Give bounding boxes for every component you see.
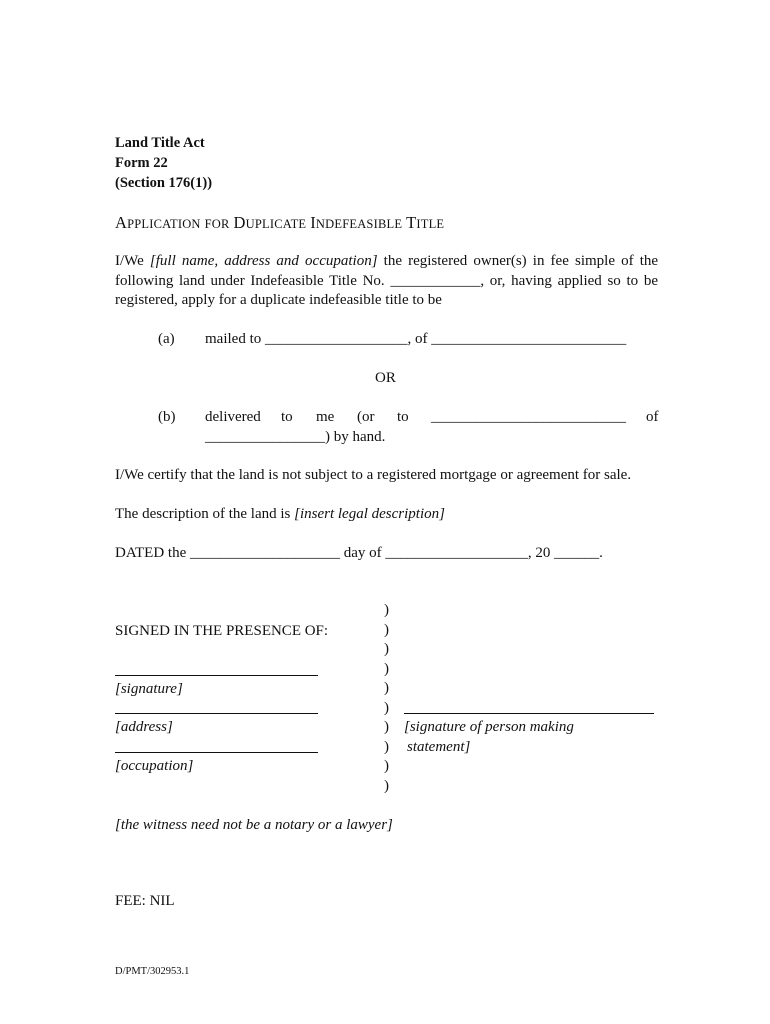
document-title: APPLICATION FOR DUPLICATE INDEFEASIBLE TITLE [115,213,445,232]
option-a-marker: (a) [158,331,175,347]
fee-line: FEE: NIL [115,893,175,909]
certify-statement: I/We certify that the land is not subject to a registered mortgage or agreement for sale. [115,467,632,483]
intro-line-1: I/We [full name, address and occupation] the registered owner(s) in fee simple of the [115,253,659,269]
witness-signature-line[interactable] [115,675,318,676]
form-number: Form 22 [115,155,168,171]
bracket-mark: ) [384,778,389,794]
land-description: The description of the land is [insert legal description] [115,506,445,522]
dated-line: DATED the ____________________ day of ___________________, 20 ______. [115,545,603,561]
or-separator: OR [375,370,396,386]
option-b-marker: (b) [158,409,176,425]
bracket-mark: ) [384,700,389,716]
maker-signature-label-1: [signature of person making [404,719,574,735]
signed-in-presence-label: SIGNED IN THE PRESENCE OF: [115,623,329,639]
document-reference: D/PMT/302953.1 [115,966,190,977]
witness-note: [the witness need not be a notary or a lawyer] [115,817,393,833]
bracket-mark: ) [384,622,389,638]
maker-signature-line[interactable] [404,713,654,714]
act-name: Land Title Act [115,135,205,151]
witness-occupation-label: [occupation] [115,758,194,774]
option-a-mailed-to: mailed to ___________________, of __________________________ [205,331,627,347]
bracket-mark: ) [384,641,389,657]
bracket-mark: ) [384,739,389,755]
option-b-word: of [646,409,659,425]
bracket-mark: ) [384,680,389,696]
option-b-word: delivered [205,409,261,425]
bracket-mark: ) [384,661,389,677]
maker-signature-label-2: statement] [407,739,471,755]
intro-line-3: registered, apply for a duplicate indefeasible title to be [115,292,442,308]
option-b-word: (or [357,409,375,425]
intro-line-2: following land under Indefeasible Title No. ____________, or, having applied so to be [115,273,658,289]
section-reference: (Section 176(1)) [115,175,213,191]
witness-address-line[interactable] [115,713,318,714]
bracket-mark: ) [384,719,389,735]
option-b-blank: __________________________ [431,409,626,425]
witness-occupation-line[interactable] [115,752,318,753]
bracket-mark: ) [384,758,389,774]
witness-signature-label: [signature] [115,681,183,697]
bracket-mark: ) [384,602,389,618]
option-b-word: to [397,409,409,425]
witness-address-label: [address] [115,719,173,735]
option-b-word: to [281,409,293,425]
option-b-word: me [316,409,335,425]
option-b-line-2: ________________) by hand. [205,429,386,445]
